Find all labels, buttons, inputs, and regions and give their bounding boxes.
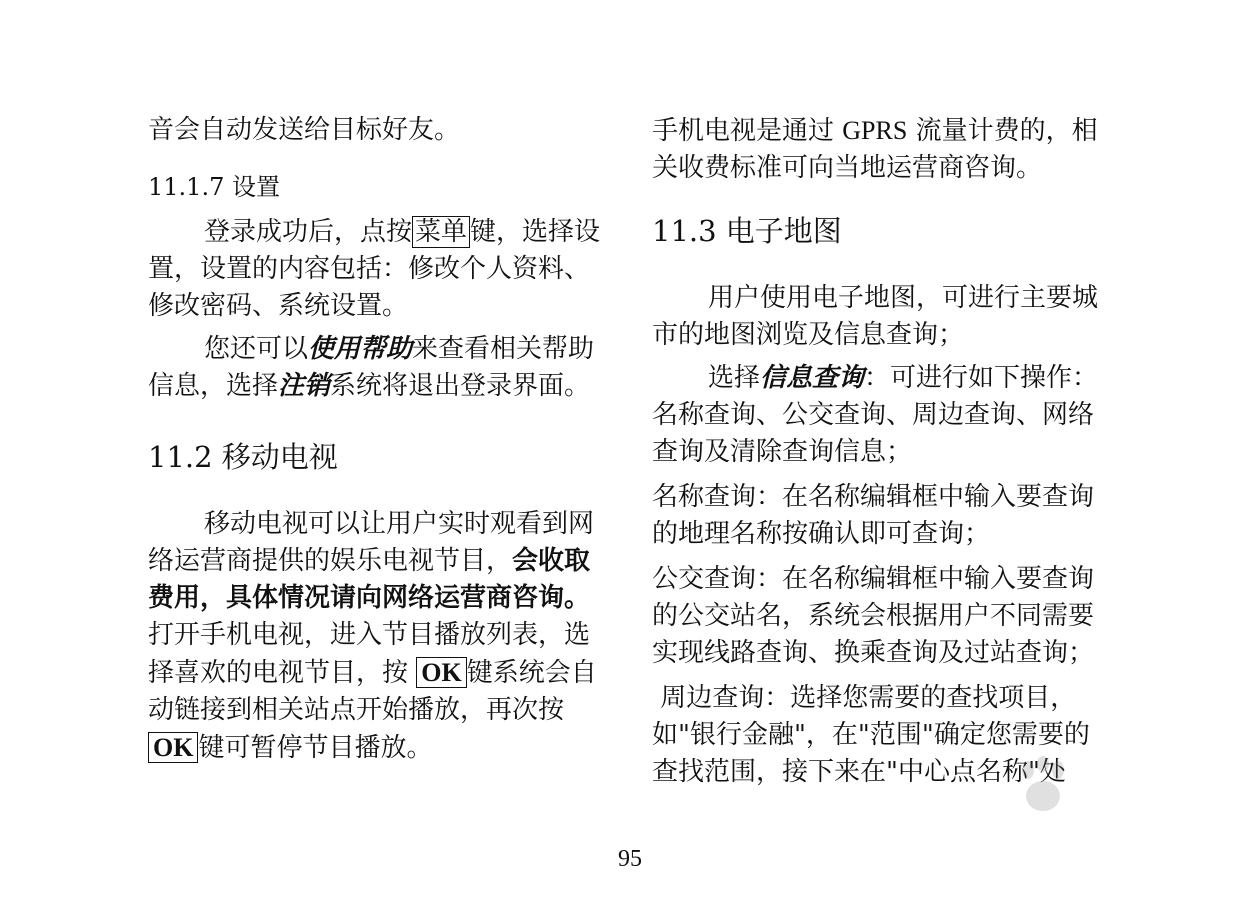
help-emphasis-use-help: 使用帮助 — [308, 334, 413, 364]
tv-text-c: 键系统会自动链接到相关站点开始播放，再次按 — [148, 658, 597, 725]
nearby-query-paragraph: 周边查询：选择您需要的查找项目，如"银行金融"，在"范围"确定您需要的 查找范围，接下来在"中心点名称"处 — [652, 683, 1099, 787]
gprs-term: GPRS — [842, 116, 908, 145]
query-text-b: ：可进行如下操作：名称查询、公交查询、周边查询、网络查询及清除查询信息； — [652, 363, 1099, 467]
info-query-paragraph — [652, 360, 1114, 471]
mobile-tv-paragraph — [148, 506, 610, 767]
help-paragraph — [148, 331, 610, 405]
gprs-paragraph — [652, 112, 1114, 187]
help-emphasis-logout: 注销 — [278, 371, 331, 401]
section-heading-11-1-7: 11.1.7 设置 — [148, 173, 280, 201]
query-text-a: 选择 — [708, 363, 761, 393]
name-query-paragraph: 名称查询：在名称编辑框中输入要查询的地理名称按确认即可查询； — [652, 482, 1095, 549]
gprs-text-b: 流量计费的，相关收费标准可向当地运营商咨询。 — [652, 116, 1098, 183]
help-text-b: 来查看相关帮助信息，选择 — [148, 334, 595, 401]
tv-text-b: 打开手机电视，进入节目播放列表，选择喜欢的电视节目，按 — [148, 620, 591, 688]
paw-icon — [1016, 756, 1070, 816]
section-heading-11-2: 11.2 移动电视 — [148, 440, 338, 474]
tv-fee-warning: 会收取费用，具体情况请向网络运营商咨询。 — [148, 546, 591, 613]
menu-key-label: 菜单 — [412, 216, 470, 248]
help-text-a: 您还可以 — [204, 334, 309, 364]
ok-key-label-2: OK — [148, 732, 198, 763]
continued-text: 音会自动发送给目标好友。 — [148, 115, 461, 145]
page-number: 95 — [618, 846, 642, 872]
bus-query-paragraph: 公交查询：在名称编辑框中输入要查询的公交站名，系统会根据用户不同需要实现线路查询、换乘查询及过站查询； — [652, 564, 1095, 668]
tv-text-a: 移动电视可以让用户实时观看到网络运营商提供的娱乐电视节目， — [148, 509, 595, 576]
setting-text-a: 登录成功后，点按 — [204, 217, 413, 247]
setting-text-b: 键，选择设置，设置的内容包括：修改个人资料、修改密码、系统设置。 — [148, 217, 601, 321]
baidu-jingyan-watermark — [900, 752, 1200, 892]
tv-text-d: 键可暂停节目播放。 — [198, 733, 433, 763]
map-intro-paragraph: 用户使用电子地图，可进行主要城市的地图浏览及信息查询； — [652, 283, 1099, 350]
query-emphasis: 信息查询 — [760, 363, 865, 393]
right-column — [652, 112, 1114, 791]
gprs-text-a: 手机电视是通过 — [652, 116, 843, 146]
setting-paragraph — [148, 214, 610, 325]
ok-key-label: OK — [416, 657, 466, 688]
help-text-c: 系统将退出登录界面。 — [330, 371, 591, 401]
left-column — [148, 112, 610, 767]
section-heading-11-3: 11.3 电子地图 — [652, 214, 842, 248]
